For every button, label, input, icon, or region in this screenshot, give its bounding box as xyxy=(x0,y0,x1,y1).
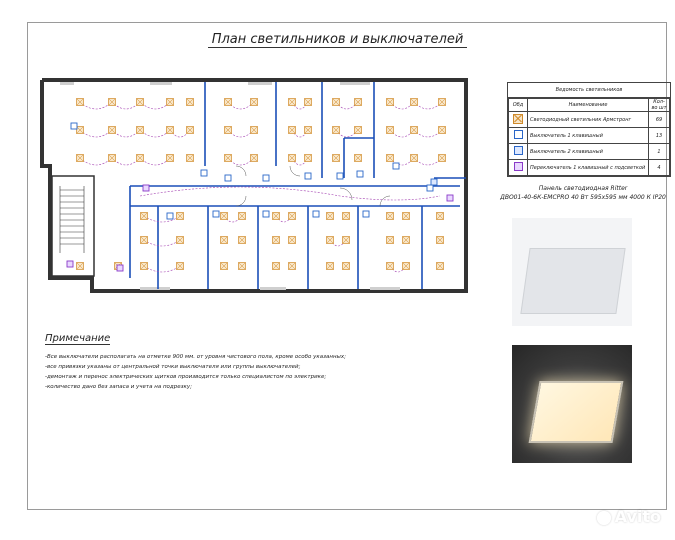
led-fixture-icon xyxy=(305,127,312,134)
schedule-row-name: Переключатель 1 клавишный с подсветкой xyxy=(528,160,649,176)
switch-icon xyxy=(431,179,437,185)
led-fixture-icon xyxy=(221,213,228,220)
led-fixture-icon xyxy=(411,155,418,162)
led-fixture-icon xyxy=(513,114,523,124)
panel-photo-on xyxy=(512,345,632,463)
drawing-title-text: План светильников и выключателей xyxy=(208,32,468,48)
led-fixture-icon xyxy=(437,213,444,220)
led-fixture-icon xyxy=(411,127,418,134)
notes-title: Примечание xyxy=(45,333,111,344)
panel-caption-line1: Панель светодиодная Ritter xyxy=(538,185,628,192)
led-fixture-icon xyxy=(387,127,394,134)
panel-photo-off xyxy=(512,218,632,326)
led-fixture-icon xyxy=(439,127,446,134)
watermark-text: Avito xyxy=(614,507,661,526)
led-fixture-icon xyxy=(403,263,410,270)
switch-icon xyxy=(393,163,399,169)
switch-icon xyxy=(167,213,173,219)
floor-plan xyxy=(40,78,468,296)
led-fixture-icon xyxy=(355,155,362,162)
switch-icon xyxy=(305,173,311,179)
wire-path xyxy=(140,187,440,200)
switch-icon xyxy=(201,170,207,176)
switch-icon xyxy=(447,195,453,201)
led-fixture-icon xyxy=(77,127,84,134)
led-fixture-icon xyxy=(137,127,144,134)
led-fixture-icon xyxy=(289,263,296,270)
switch-icon xyxy=(263,175,269,181)
led-fixture-icon xyxy=(289,213,296,220)
led-fixture-icon xyxy=(225,127,232,134)
led-fixture-icon xyxy=(137,155,144,162)
led-fixture-icon xyxy=(289,237,296,244)
led-fixture-icon xyxy=(387,237,394,244)
led-fixture-icon xyxy=(437,263,444,270)
led-fixture-icon xyxy=(289,155,296,162)
switch-icon xyxy=(71,123,77,129)
led-fixture-icon xyxy=(273,237,280,244)
notes-list xyxy=(45,352,465,392)
note-item: -все привязки указаны от центральной точки выключателя или группы выключателей; xyxy=(45,364,301,370)
led-fixture-icon xyxy=(387,155,394,162)
led-fixture-icon xyxy=(355,99,362,106)
schedule-row-name: Светодиодный светильник Армстронг xyxy=(528,112,649,128)
led-fixture-icon xyxy=(177,213,184,220)
schedule-symbol-cell xyxy=(509,160,528,176)
switch-icon xyxy=(313,211,319,217)
led-fixture-icon xyxy=(141,213,148,220)
led-fixture-icon xyxy=(167,127,174,134)
switch-icon xyxy=(143,185,149,191)
led-fixture-icon xyxy=(137,99,144,106)
led-fixture-icon xyxy=(77,263,84,270)
wire-path xyxy=(228,102,254,165)
schedule-row-qty: 13 xyxy=(649,128,670,144)
led-fixture-icon xyxy=(273,213,280,220)
led-fixture-icon xyxy=(177,263,184,270)
schedule-symbol-cell xyxy=(509,144,528,160)
led-fixture-icon xyxy=(77,99,84,106)
led-fixture-icon xyxy=(167,155,174,162)
panel-image-off xyxy=(520,248,625,314)
led-fixture-icon xyxy=(403,213,410,220)
switch-icon xyxy=(225,175,231,181)
led-fixture-icon xyxy=(439,99,446,106)
led-fixture-icon xyxy=(343,213,350,220)
schedule-row-qty: 69 xyxy=(649,112,670,128)
led-fixture-icon xyxy=(333,127,340,134)
led-fixture-icon xyxy=(141,237,148,244)
led-fixture-icon xyxy=(239,213,246,220)
led-fixture-icon xyxy=(225,155,232,162)
led-fixture-icon xyxy=(343,263,350,270)
led-fixture-icon xyxy=(141,263,148,270)
led-fixture-icon xyxy=(387,213,394,220)
schedule-row xyxy=(509,144,670,160)
led-fixture-icon xyxy=(221,263,228,270)
led-fixture-icon xyxy=(355,127,362,134)
col-qty: Кол-во шт xyxy=(649,99,670,112)
led-fixture-icon xyxy=(221,237,228,244)
led-fixture-icon xyxy=(239,237,246,244)
switch-icon xyxy=(427,185,433,191)
fixture-schedule xyxy=(507,82,671,177)
switch-icon xyxy=(263,211,269,217)
schedule-row-name: Выключатель 1 клавишный xyxy=(528,128,649,144)
wire-path xyxy=(144,216,180,272)
col-name: Наименование xyxy=(528,99,649,112)
led-fixture-icon xyxy=(225,99,232,106)
led-fixture-icon xyxy=(305,99,312,106)
panel-image-on xyxy=(529,381,624,443)
schedule-header: Ведомость светильников xyxy=(508,83,670,98)
note-item: -количество дано без запаса и учета на подрезку; xyxy=(45,384,192,390)
avito-watermark xyxy=(597,507,661,526)
schedule-table xyxy=(508,98,670,176)
schedule-row-qty: 1 xyxy=(649,144,670,160)
led-fixture-icon xyxy=(109,127,116,134)
schedule-symbol-cell xyxy=(509,112,528,128)
led-fixture-icon xyxy=(333,155,340,162)
led-fixture-icon xyxy=(327,213,334,220)
partitions xyxy=(130,82,466,289)
led-fixture-icon xyxy=(273,263,280,270)
led-fixture-icon xyxy=(333,99,340,106)
led-fixture-icon xyxy=(411,99,418,106)
led-fixture-icon xyxy=(387,99,394,106)
schedule-row xyxy=(509,128,670,144)
led-fixture-icon xyxy=(437,237,444,244)
switch-icon xyxy=(117,265,123,271)
switch-icon xyxy=(337,173,343,179)
switch-one-key-icon xyxy=(514,130,523,139)
led-fixture-icon xyxy=(177,237,184,244)
switches xyxy=(67,123,453,271)
schedule-header-row xyxy=(509,99,670,112)
led-fixture-icon xyxy=(77,155,84,162)
switch-icon xyxy=(67,261,73,267)
led-fixture-icon xyxy=(187,127,194,134)
led-fixture-icon xyxy=(343,237,350,244)
led-fixture-icon xyxy=(387,263,394,270)
switch-icon xyxy=(363,211,369,217)
led-fixture-icon xyxy=(251,127,258,134)
led-fixture-icon xyxy=(187,155,194,162)
schedule-row xyxy=(509,160,670,176)
schedule-symbol-cell xyxy=(509,128,528,144)
col-designation: Обд xyxy=(509,99,528,112)
schedule-row-qty: 4 xyxy=(649,160,670,176)
panel-caption xyxy=(493,184,673,202)
panel-caption-line2: ДВО01-40-6К-EMCPRO 40 Вт 595х595 мм 4000 К IP20 xyxy=(500,194,666,201)
note-item: -демонтаж и перенос электрических щитков производится только специалистом по электрике; xyxy=(45,374,327,380)
led-fixture-icon xyxy=(251,99,258,106)
drawing-title xyxy=(0,32,675,47)
led-fixture-icon xyxy=(109,155,116,162)
switch-icon xyxy=(213,211,219,217)
led-fixture-icon xyxy=(289,127,296,134)
schedule-row-name: Выключатель 2 клавишный xyxy=(528,144,649,160)
light-fixtures xyxy=(77,99,446,270)
led-fixture-icon xyxy=(109,99,116,106)
led-fixture-icon xyxy=(439,155,446,162)
led-fixture-icon xyxy=(403,237,410,244)
led-fixture-icon xyxy=(289,99,296,106)
led-fixture-icon xyxy=(305,155,312,162)
led-fixture-icon xyxy=(187,99,194,106)
avito-logo-icon xyxy=(597,511,611,525)
wire-path xyxy=(80,158,170,165)
schedule-row xyxy=(509,112,670,128)
led-fixture-icon xyxy=(167,99,174,106)
led-fixture-icon xyxy=(251,155,258,162)
pass-switch-icon xyxy=(514,162,523,171)
wire-path xyxy=(80,102,170,109)
led-fixture-icon xyxy=(327,237,334,244)
led-fixture-icon xyxy=(239,263,246,270)
led-fixture-icon xyxy=(327,263,334,270)
switch-two-key-icon xyxy=(514,146,523,155)
switch-icon xyxy=(357,171,363,177)
wire-path xyxy=(224,216,406,272)
note-item: -Все выключатели располагать на отметке 900 мм. от уровня чистового пола, кроме особо указанных; xyxy=(45,354,347,360)
